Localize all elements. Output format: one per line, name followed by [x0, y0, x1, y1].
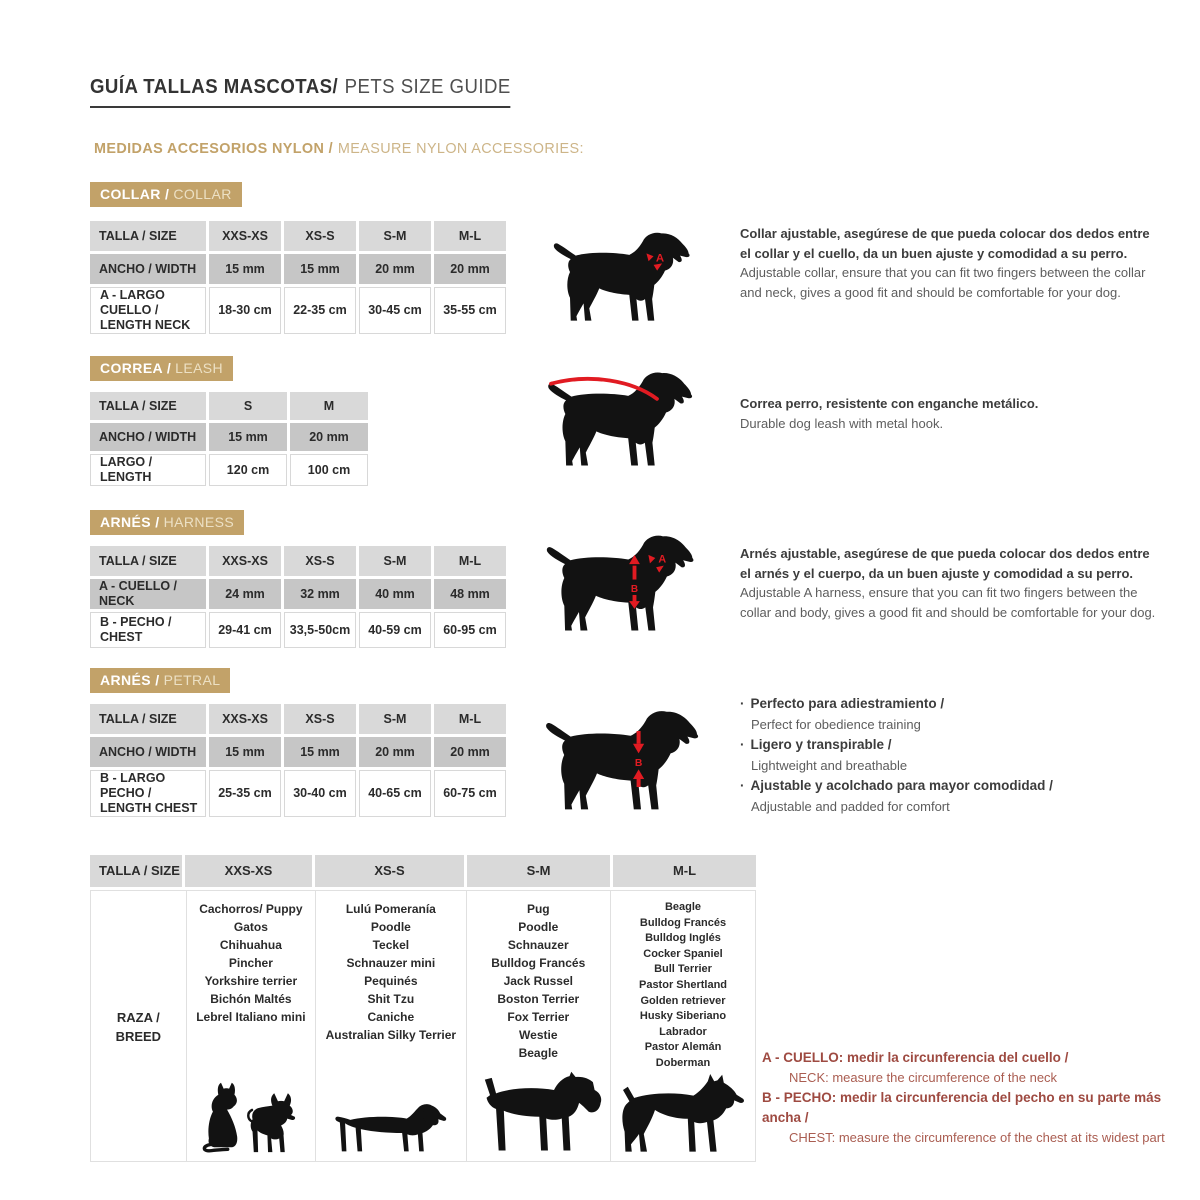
table-row-label: A - CUELLO / NECK: [90, 579, 206, 609]
table-cell: 15 mm: [209, 423, 287, 451]
table-header-cell: TALLA / SIZE: [90, 221, 206, 251]
table-cell: 18-30 cm: [209, 287, 281, 334]
breed-item: Poodle: [518, 920, 559, 934]
harness-marking-b-label: B: [630, 583, 639, 595]
breed-item: Pincher: [228, 956, 273, 970]
dachshund-silhouette-icon: [332, 1095, 450, 1154]
table-row-label: B - PECHO / CHEST: [90, 612, 206, 648]
doberman-silhouette-icon: [613, 1074, 753, 1154]
table-cell: 33,5-50cm: [284, 612, 356, 648]
table-row-label: A - LARGO CUELLO / LENGTH NECK: [90, 287, 206, 334]
table-cell: 40-59 cm: [359, 612, 431, 648]
doberman-silhouette-icon: [613, 1074, 753, 1154]
table-row-label: ANCHO / WIDTH: [90, 254, 206, 284]
dog-chest-strap-marking-icon: [538, 699, 708, 811]
breed-item: Pastor Shertland: [638, 979, 728, 992]
harness-marking-a-label: A: [658, 553, 667, 566]
schnauzer-silhouette-icon: [471, 1070, 605, 1154]
table-header-cell: TALLA / SIZE: [90, 392, 206, 420]
collar-marking-a-label: A: [655, 252, 665, 265]
breed-column-xxs-xs: [186, 891, 316, 1161]
collar-description: [740, 224, 1164, 302]
table-row-label: ANCHO / WIDTH: [90, 737, 206, 767]
table-cell: 30-45 cm: [359, 287, 431, 334]
breed-item: Pastor Alemán: [644, 1041, 722, 1054]
section-badge-leash: [90, 356, 233, 381]
section-badge-harness: [90, 510, 244, 535]
table-header-cell: M-L: [613, 855, 756, 887]
table-row-label: ANCHO / WIDTH: [90, 423, 206, 451]
table-header-cell: XXS-XS: [185, 855, 312, 887]
table-header-cell: S: [209, 392, 287, 420]
table-row-label: B - LARGO PECHO / LENGTH CHEST: [90, 770, 206, 817]
table-header-cell: XS-S: [284, 546, 356, 576]
harness-description-es: Arnés ajustable, asegúrese de que pueda colocar dos dedos entre el arnés y el cuerpo, da un buen ajuste y comodidad a su perro.: [740, 546, 1150, 581]
table-cell: 20 mm: [290, 423, 368, 451]
breed-item: Shit Tzu: [367, 992, 415, 1006]
page-subtitle: [94, 140, 584, 158]
cat-and-chihuahua-silhouette-icon: [200, 1080, 301, 1154]
breed-item: Bulldog Francés: [639, 916, 727, 929]
petral-marking-b-label: B: [634, 758, 643, 770]
table-cell: 20 mm: [434, 254, 506, 284]
section-badge-collar: [90, 182, 242, 207]
breed-list: [491, 900, 585, 1062]
petral-bullet-en: Perfect for obedience training: [751, 716, 921, 732]
table-header-cell: S-M: [359, 546, 431, 576]
breed-item: Yorkshire terrier: [204, 974, 298, 988]
breed-item: Bichón Maltés: [210, 992, 292, 1006]
note-chest-en: CHEST: measure the circumference of the chest at its widest part: [789, 1130, 1165, 1146]
breed-item: Westie: [519, 1028, 558, 1042]
badge-petral-en: PETRAL: [163, 672, 221, 688]
table-header-cell: TALLA / SIZE: [90, 704, 206, 734]
harness-size-table: [90, 546, 506, 651]
breed-item: Jack Russel: [503, 974, 573, 988]
table-cell: 20 mm: [359, 737, 431, 767]
table-header-cell: S-M: [359, 221, 431, 251]
dog-with-leash-icon: [535, 361, 707, 467]
table-cell: 35-55 cm: [434, 287, 506, 334]
petral-size-table: [90, 704, 506, 820]
breed-item: Lebrel Italiano mini: [196, 1010, 306, 1024]
table-cell: 29-41 cm: [209, 612, 281, 648]
table-cell: 60-95 cm: [434, 612, 506, 648]
table-cell: 40-65 cm: [359, 770, 431, 817]
breed-item: Schnauzer mini: [346, 956, 436, 970]
dog-collar-neck-marking-icon: [540, 222, 705, 322]
breed-item: Labrador: [659, 1025, 707, 1038]
table-header-cell: M-L: [434, 221, 506, 251]
collar-description-es: Collar ajustable, asegúrese de que pueda colocar dos dedos entre el collar y el cuello, da un buen ajuste y comodidad a su perro.: [740, 226, 1150, 261]
table-cell: 100 cm: [290, 454, 368, 486]
note-neck-es: A - CUELLO: medir la circunferencia del cuello /: [762, 1050, 1069, 1065]
badge-leash-en: LEASH: [175, 360, 224, 376]
table-cell: 60-75 cm: [434, 770, 506, 817]
table-header-cell: TALLA / SIZE: [90, 855, 182, 887]
table-cell: 20 mm: [359, 254, 431, 284]
badge-harness-es: ARNÉS /: [100, 514, 160, 530]
breed-row-label: RAZA / BREED: [115, 1009, 162, 1044]
breed-list: [196, 900, 305, 1026]
breed-table-header: [90, 855, 756, 887]
breed-item: Pug: [526, 902, 550, 916]
table-cell: 20 mm: [434, 737, 506, 767]
table-cell: 24 mm: [209, 579, 281, 609]
petral-bullet-es: · Ligero y transpirable /: [740, 735, 1164, 756]
breed-item: Doberman: [655, 1057, 711, 1070]
page-title-es: GUÍA TALLAS MASCOTAS/: [90, 76, 339, 98]
table-header-cell: S-M: [359, 704, 431, 734]
table-cell: 15 mm: [209, 737, 281, 767]
breed-item: Cocker Spaniel: [643, 947, 723, 960]
table-cell: 15 mm: [284, 254, 356, 284]
breed-column-m-l: [610, 891, 755, 1161]
table-header-cell: XXS-XS: [209, 704, 281, 734]
badge-collar-es: COLLAR /: [100, 186, 170, 202]
chihuahua-silhouette-icon: [245, 1092, 301, 1154]
table-cell: 25-35 cm: [209, 770, 281, 817]
badge-harness-en: HARNESS: [163, 514, 235, 530]
page-subtitle-en: MEASURE NYLON ACCESSORIES:: [337, 140, 584, 157]
table-header-cell: XXS-XS: [209, 546, 281, 576]
breed-item: Cachorros/ Puppy: [199, 902, 303, 916]
page-title: [90, 76, 542, 108]
harness-description: [740, 544, 1164, 622]
dog-harness-neck-chest-markings-icon: [536, 524, 706, 632]
breed-item: Australian Silky Terrier: [325, 1028, 457, 1042]
note-chest-es: B - PECHO: medir la circunferencia del pecho en su parte más ancha /: [762, 1089, 1162, 1125]
page-title-en: PETS SIZE GUIDE: [344, 76, 511, 98]
table-cell: 40 mm: [359, 579, 431, 609]
cat-silhouette-icon: [200, 1080, 242, 1154]
table-header-cell: XS-S: [315, 855, 464, 887]
breed-item: Gatos: [233, 920, 268, 934]
table-cell: 22-35 cm: [284, 287, 356, 334]
table-header-cell: M-L: [434, 704, 506, 734]
breed-item: Beagle: [664, 901, 702, 913]
petral-bullet-es: · Ajustable y acolchado para mayor comodidad /: [740, 776, 1164, 797]
breed-table-body: [90, 890, 756, 1162]
table-header-cell: M-L: [434, 546, 506, 576]
table-cell: 48 mm: [434, 579, 506, 609]
table-cell: 30-40 cm: [284, 770, 356, 817]
breed-item: Lulú Pomeranía: [345, 902, 436, 916]
table-cell: 15 mm: [209, 254, 281, 284]
table-header-cell: S-M: [467, 855, 610, 887]
leash-description-es: Correa perro, resistente con enganche metálico.: [740, 396, 1039, 411]
measuring-notes: [762, 1048, 1182, 1148]
bullet-dot: ·: [740, 737, 745, 753]
badge-collar-en: COLLAR: [173, 186, 232, 202]
breed-column-xs-s: [315, 891, 465, 1161]
breed-list: [326, 900, 457, 1044]
petral-bullet-en: Lightweight and breathable: [751, 757, 908, 773]
breed-item: Beagle: [518, 1046, 558, 1060]
breed-item: Caniche: [367, 1010, 415, 1024]
breed-list: [639, 900, 727, 1072]
breed-item: Poodle: [370, 920, 411, 934]
section-badge-petral: [90, 668, 230, 693]
table-header-cell: M: [290, 392, 368, 420]
table-header-cell: XS-S: [284, 704, 356, 734]
table-cell: 120 cm: [209, 454, 287, 486]
leash-size-table: [90, 392, 368, 489]
table-header-cell: TALLA / SIZE: [90, 546, 206, 576]
schnauzer-silhouette-icon: [471, 1070, 605, 1154]
badge-leash-es: CORREA /: [100, 360, 172, 376]
collar-size-table: [90, 221, 506, 337]
breed-item: Pequinés: [364, 974, 418, 988]
bullet-dot: ·: [740, 778, 745, 794]
table-header-cell: XXS-XS: [209, 221, 281, 251]
breed-item: Schnauzer: [507, 938, 569, 952]
breed-item: Bull Terrier: [654, 963, 712, 976]
breed-item: Teckel: [372, 938, 410, 952]
breed-item: Golden retriever: [640, 994, 726, 1007]
harness-description-en: Adjustable A harness, ensure that you can fit two fingers between the collar and body, gives a good fit and should be comfortable for your dog.: [740, 585, 1156, 620]
breed-item: Boston Terrier: [497, 992, 580, 1006]
petral-bullet-en: Adjustable and padded for comfort: [751, 799, 950, 815]
leash-description-en: Durable dog leash with metal hook.: [740, 415, 944, 431]
breed-item: Husky Siberiano: [639, 1010, 727, 1023]
petral-feature-list: [740, 694, 1164, 817]
table-cell: 32 mm: [284, 579, 356, 609]
breed-size-table: [90, 855, 756, 1162]
note-neck-en: NECK: measure the circumference of the neck: [789, 1070, 1058, 1086]
breed-item: Bulldog Inglés: [645, 932, 721, 945]
table-header-cell: XS-S: [284, 221, 356, 251]
page-subtitle-es: MEDIDAS ACCESORIOS NYLON /: [94, 140, 334, 157]
breed-item: Fox Terrier: [507, 1010, 570, 1024]
breed-item: Bulldog Francés: [491, 956, 586, 970]
collar-description-en: Adjustable collar, ensure that you can fit two fingers between the collar and neck, gives a good fit and should be comfortable for your dog.: [740, 265, 1146, 300]
petral-bullet-es: · Perfecto para adiestramiento /: [740, 694, 1164, 715]
badge-petral-es: ARNÉS /: [100, 672, 160, 688]
leash-description: [740, 394, 1164, 433]
table-cell: 15 mm: [284, 737, 356, 767]
table-row-label: LARGO / LENGTH: [90, 454, 206, 486]
breed-column-s-m: [466, 891, 610, 1161]
breed-item: Chihuahua: [219, 938, 282, 952]
dachshund-silhouette-icon: [332, 1095, 450, 1154]
bullet-dot: ·: [740, 696, 745, 711]
